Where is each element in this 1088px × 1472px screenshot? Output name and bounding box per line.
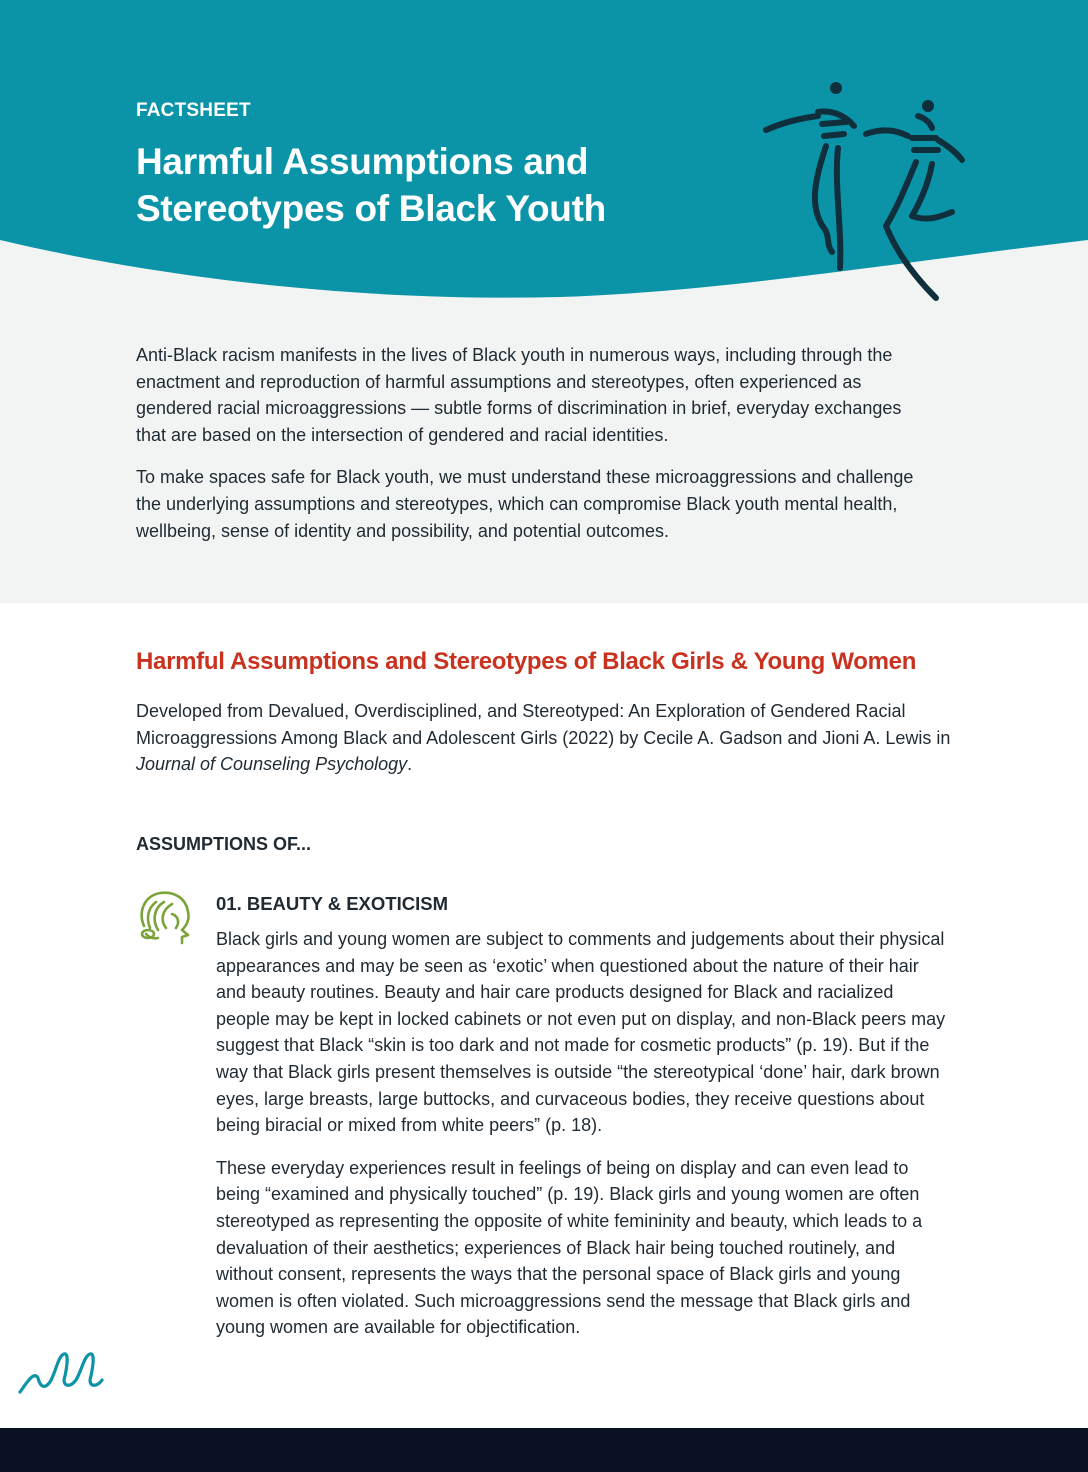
page-title: Harmful Assumptions and Stereotypes of Black Youth bbox=[136, 141, 606, 229]
assumptions-subheading: ASSUMPTIONS OF... bbox=[136, 834, 312, 854]
item-body bbox=[216, 926, 951, 1357]
source-end: . bbox=[407, 754, 413, 775]
factsheet-label: FACTSHEET bbox=[136, 100, 251, 121]
intro-paragraph: Anti-Black racism manifests in the lives of Black youth in numerous ways, including through the enactment and reproduction of harmful assumptions and stereotypes, often experienced as gendered racial microaggressions — subtle forms of discrimination in brief, everyday exchanges that are based on the intersection of gendered and racial identities. bbox=[136, 345, 902, 445]
journal-name: Journal of Counseling Psychology bbox=[136, 754, 408, 775]
footer-bar bbox=[0, 1428, 1088, 1472]
source-text: Developed from Devalued, Overdisciplined, and Stereotyped: An Exploration of Gendered Racial Microaggressions Among Black and Adolescent Girls (2022) by Cecile A. Gadson and Jioni A. Lewis in bbox=[136, 701, 951, 748]
intro-paragraph: To make spaces safe for Black youth, we must understand these microaggressions and challenge the underlying assumptions and stereotypes, which can compromise Black youth mental health, wellbeing, sense of identity and possibility, and potential outcomes. bbox=[136, 467, 914, 541]
brand-squiggle-logo bbox=[14, 1336, 106, 1400]
source-citation bbox=[136, 698, 951, 778]
hair-profile-icon bbox=[136, 890, 194, 946]
section-heading: Harmful Assumptions and Stereotypes of Black Girls & Young Women bbox=[136, 648, 917, 675]
dancing-figures-illustration bbox=[756, 76, 970, 308]
item-paragraph: These everyday experiences result in feelings of being on display and can even lead to being “examined and physically touched” (p. 19). Black girls and young women are often stereotyped as representing the opposite of white femininity and beauty, which leads to a devaluation of their aesthetics; experiences of Black hair being touched routinely, and without consent, represents the ways that the personal space of Black girls and young women is often violated. Such microaggressions send the message that Black girls and young women are available for objectification. bbox=[216, 1157, 923, 1338]
item-paragraph: Black girls and young women are subject to comments and judgements about their physical appearances and may be seen as ‘exotic’ when questioned about the nature of their hair and beauty routines. Beauty and hair care products designed for Black and racialized people may be kept in locked cabinets or not even put on display, and non-Black peers may suggest that Black “skin is too dark and not made for cosmetic products” (p. 19). But if the way that Black girls present themselves is outside “the stereotypical ‘done’ hair, dark brown eyes, large breasts, large buttocks, and curvaceous bodies, they receive questions about being biracial or mixed from white peers” (p. 18). bbox=[216, 929, 946, 1136]
item-title: 01. BEAUTY & EXOTICISM bbox=[216, 893, 448, 914]
intro-text bbox=[136, 342, 936, 560]
